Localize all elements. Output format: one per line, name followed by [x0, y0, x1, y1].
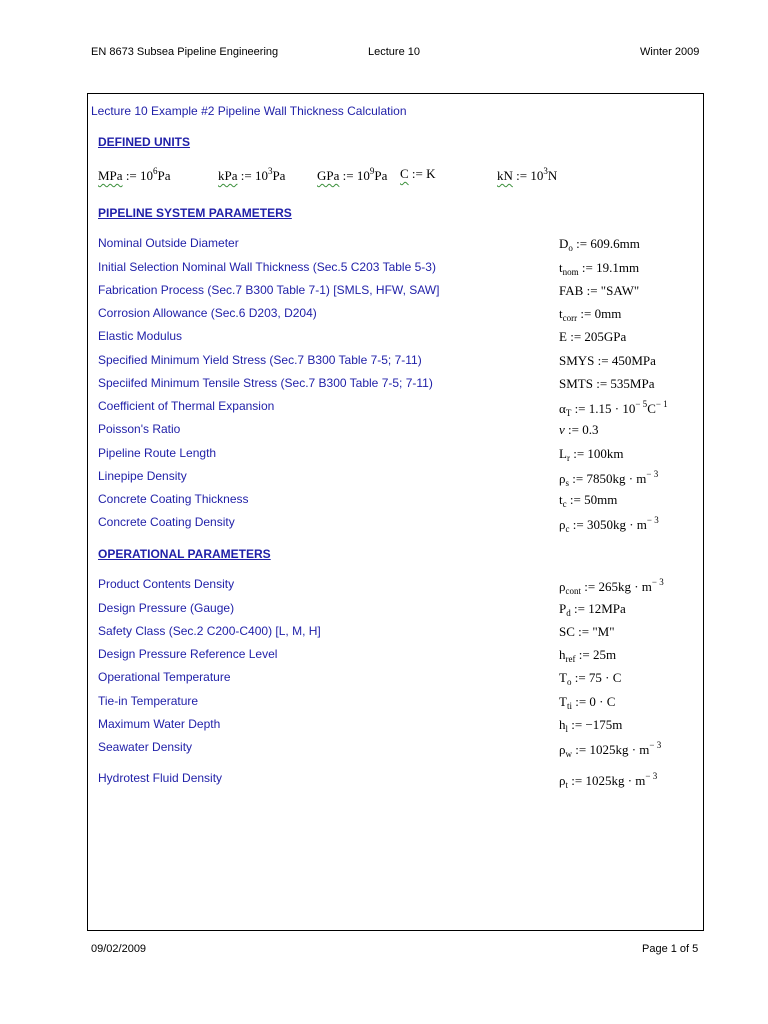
- param-exponent: − 5: [635, 399, 648, 409]
- assign-op: :=: [569, 492, 581, 507]
- assign-op: :=: [516, 168, 528, 183]
- assign-op: :=: [574, 401, 586, 416]
- assign-op: :=: [571, 717, 583, 732]
- param-label: Nominal Outside Diameter: [98, 236, 239, 250]
- param-equation: [559, 492, 617, 509]
- param-value: 25m: [592, 647, 617, 662]
- unit-base: 10: [254, 168, 268, 183]
- unit-base: 10: [140, 168, 154, 183]
- unit-kpa: [218, 166, 285, 184]
- param-equation: [559, 260, 639, 277]
- param-equation: [559, 670, 621, 687]
- worksheet-title: Lecture 10 Example #2 Pipeline Wall Thickness Calculation: [91, 104, 407, 118]
- param-exponent: − 3: [649, 740, 662, 750]
- unit-name: kPa: [218, 168, 238, 183]
- param-equation: [559, 469, 658, 488]
- param-value: 0.3: [582, 422, 599, 437]
- unit-kn: [497, 166, 557, 184]
- param-equation: [559, 329, 626, 345]
- param-symbol: D: [559, 236, 569, 251]
- header-term: Winter 2009: [640, 46, 700, 58]
- param-unit-exponent: − 1: [655, 399, 668, 409]
- assign-op: :=: [597, 353, 609, 368]
- assign-op: :=: [580, 306, 592, 321]
- param-subscript: t: [565, 780, 569, 790]
- unit-name: kN: [497, 168, 513, 183]
- param-value: 1025kg · m: [589, 742, 650, 757]
- param-label: Tie-in Temperature: [98, 694, 199, 708]
- assign-op: :=: [584, 579, 596, 594]
- param-equation: [559, 283, 639, 299]
- param-label: Speciifed Minimum Tensile Stress (Sec.7 B300 Table 7-5; 7-11): [98, 376, 433, 390]
- param-equation: [559, 399, 668, 418]
- param-value: 535MPa: [610, 376, 655, 391]
- assign-op: :=: [571, 773, 583, 788]
- param-value: −175m: [585, 717, 623, 732]
- param-subscript: c: [565, 524, 570, 534]
- param-symbol: ρ: [559, 579, 566, 594]
- param-label: Hydrotest Fluid Density: [98, 771, 223, 785]
- param-subscript: o: [566, 677, 572, 687]
- param-subscript: d: [566, 608, 571, 618]
- param-value: 609.6mm: [590, 236, 640, 251]
- param-symbol: h: [559, 717, 566, 732]
- unit-base-unit: K: [426, 166, 436, 181]
- param-symbol: t: [559, 260, 563, 275]
- assign-op: :=: [572, 471, 584, 486]
- param-symbol: ρ: [559, 773, 566, 788]
- param-equation: [559, 236, 640, 253]
- param-symbol: ρ: [559, 742, 566, 757]
- param-subscript: s: [565, 478, 570, 488]
- param-symbol: E: [559, 329, 567, 344]
- unit-base-unit: N: [547, 168, 558, 183]
- param-value: 0mm: [594, 306, 622, 321]
- param-value: 7850kg · m: [586, 471, 647, 486]
- param-value: 50mm: [584, 492, 618, 507]
- param-value: 265kg · m: [598, 579, 652, 594]
- unit-c: [400, 166, 436, 182]
- param-label: Linepipe Density: [98, 469, 187, 483]
- unit-name: C: [400, 166, 409, 181]
- unit-base-unit: Pa: [272, 168, 286, 183]
- param-label: Fabrication Process (Sec.7 B300 Table 7-1) [SMLS, HFW, SAW]: [98, 283, 440, 297]
- assign-op: :=: [240, 168, 252, 183]
- param-label: Poisson's Ratio: [98, 422, 181, 436]
- param-symbol: ρ: [559, 471, 566, 486]
- assign-op: :=: [575, 742, 587, 757]
- param-subscript: w: [565, 749, 572, 759]
- assign-op: :=: [574, 670, 586, 685]
- param-equation: [559, 717, 622, 734]
- param-label: Elastic Modulus: [98, 329, 183, 343]
- param-equation: [559, 694, 615, 711]
- param-equation: [559, 306, 621, 323]
- param-value: 3050kg · m: [586, 517, 647, 532]
- param-symbol: L: [559, 446, 567, 461]
- param-value: 205GPa: [584, 329, 627, 344]
- param-symbol: SC: [559, 624, 575, 639]
- param-exponent: − 3: [645, 771, 658, 781]
- assign-op: :=: [570, 329, 582, 344]
- param-value: 12MPa: [588, 601, 626, 616]
- param-symbol: SMTS: [559, 376, 593, 391]
- param-symbol: t: [559, 492, 563, 507]
- param-value: "SAW": [600, 283, 640, 298]
- assign-op: :=: [573, 601, 585, 616]
- param-equation: [559, 577, 664, 596]
- assign-op: :=: [581, 260, 593, 275]
- param-subscript: corr: [562, 313, 578, 323]
- unit-base-unit: Pa: [157, 168, 171, 183]
- param-value: 19.1mm: [596, 260, 640, 275]
- param-label: Seawater Density: [98, 740, 193, 754]
- assign-op: :=: [578, 624, 590, 639]
- unit-exp: 3: [267, 166, 273, 176]
- footer-date: 09/02/2009: [91, 943, 147, 955]
- param-equation: [559, 353, 656, 369]
- param-label: Concrete Coating Thickness: [98, 492, 249, 506]
- param-label: Safety Class (Sec.2 C200-C400) [L, M, H]: [98, 624, 321, 638]
- param-subscript: nom: [562, 267, 579, 277]
- param-value: 1.15 · 10: [588, 401, 636, 416]
- param-subscript: c: [562, 499, 567, 509]
- assign-op: :=: [578, 647, 590, 662]
- param-symbol: α: [559, 401, 566, 416]
- param-equation: [559, 376, 654, 392]
- param-subscript: ref: [565, 654, 576, 664]
- param-equation: [559, 624, 615, 640]
- param-symbol: ρ: [559, 517, 566, 532]
- param-label: Product Contents Density: [98, 577, 235, 591]
- param-label: Design Pressure Reference Level: [98, 647, 278, 661]
- param-symbol: FAB: [559, 283, 584, 298]
- param-symbol: P: [559, 601, 567, 616]
- param-label: Specified Minimum Yield Stress (Sec.7 B300 Table 7-5; 7-11): [98, 353, 422, 367]
- param-label: Initial Selection Nominal Wall Thickness (Sec.5 C203 Table 5-3): [98, 260, 436, 274]
- param-value: "M": [592, 624, 615, 639]
- param-symbol: T: [559, 670, 567, 685]
- footer-page: Page 1 of 5: [642, 943, 699, 955]
- unit-mpa: [98, 166, 171, 184]
- param-label: Concrete Coating Density: [98, 515, 235, 529]
- assign-op: :=: [586, 283, 598, 298]
- operational-heading: OPERATIONAL PARAMETERS: [98, 547, 271, 561]
- assign-op: :=: [125, 168, 137, 183]
- assign-op: :=: [596, 376, 608, 391]
- param-equation: [559, 422, 598, 438]
- param-symbol: ν: [559, 422, 565, 437]
- param-label: Maximum Water Depth: [98, 717, 221, 731]
- param-equation: [559, 446, 624, 463]
- param-exponent: − 3: [646, 515, 659, 525]
- param-exponent: − 3: [651, 577, 664, 587]
- header-course: EN 8673 Subsea Pipeline Engineering: [91, 46, 279, 58]
- unit-name: MPa: [98, 168, 123, 183]
- header-lecture: Lecture 10: [368, 46, 420, 58]
- param-value: 100km: [587, 446, 624, 461]
- assign-op: :=: [568, 422, 579, 437]
- assign-op: :=: [572, 517, 584, 532]
- unit-gpa: [317, 166, 387, 184]
- unit-base-unit: Pa: [374, 168, 388, 183]
- pipeline-system-heading: PIPELINE SYSTEM PARAMETERS: [98, 206, 292, 220]
- param-value: 75 · C: [588, 670, 622, 685]
- param-exponent: − 3: [646, 469, 659, 479]
- param-subscript: cont: [565, 586, 581, 596]
- param-equation: [559, 771, 657, 790]
- param-symbol: SMYS: [559, 353, 595, 368]
- assign-op: :=: [573, 446, 585, 461]
- param-label: Coefficient of Thermal Expansion: [98, 399, 275, 413]
- param-value: 0 · C: [589, 694, 616, 709]
- param-value: 1025kg · m: [585, 773, 646, 788]
- param-unit: C: [647, 401, 656, 416]
- param-equation: [559, 601, 626, 618]
- param-subscript: o: [568, 243, 573, 253]
- unit-exp: 3: [543, 166, 548, 176]
- unit-base: 10: [356, 168, 370, 183]
- param-equation: [559, 740, 661, 759]
- assign-op: :=: [575, 694, 587, 709]
- unit-exp: 6: [153, 166, 158, 176]
- unit-exp: 9: [369, 166, 375, 176]
- param-label: Operational Temperature: [98, 670, 231, 684]
- param-subscript: T: [565, 408, 572, 418]
- assign-op: :=: [576, 236, 588, 251]
- param-equation: [559, 647, 616, 664]
- unit-base: 10: [530, 168, 544, 183]
- param-subscript: r: [566, 453, 570, 463]
- param-value: 450MPa: [611, 353, 656, 368]
- unit-name: GPa: [317, 168, 340, 183]
- param-subscript: ti: [566, 701, 572, 711]
- param-symbol: T: [559, 694, 567, 709]
- param-label: Design Pressure (Gauge): [98, 601, 235, 615]
- param-symbol: t: [559, 306, 563, 321]
- param-label: Pipeline Route Length: [98, 446, 217, 460]
- param-subscript: l: [565, 724, 569, 734]
- assign-op: :=: [411, 166, 423, 181]
- assign-op: :=: [342, 168, 354, 183]
- param-equation: [559, 515, 659, 534]
- param-label: Corrosion Allowance (Sec.6 D203, D204): [98, 306, 317, 320]
- defined-units-heading: DEFINED UNITS: [98, 135, 191, 149]
- param-symbol: h: [559, 647, 566, 662]
